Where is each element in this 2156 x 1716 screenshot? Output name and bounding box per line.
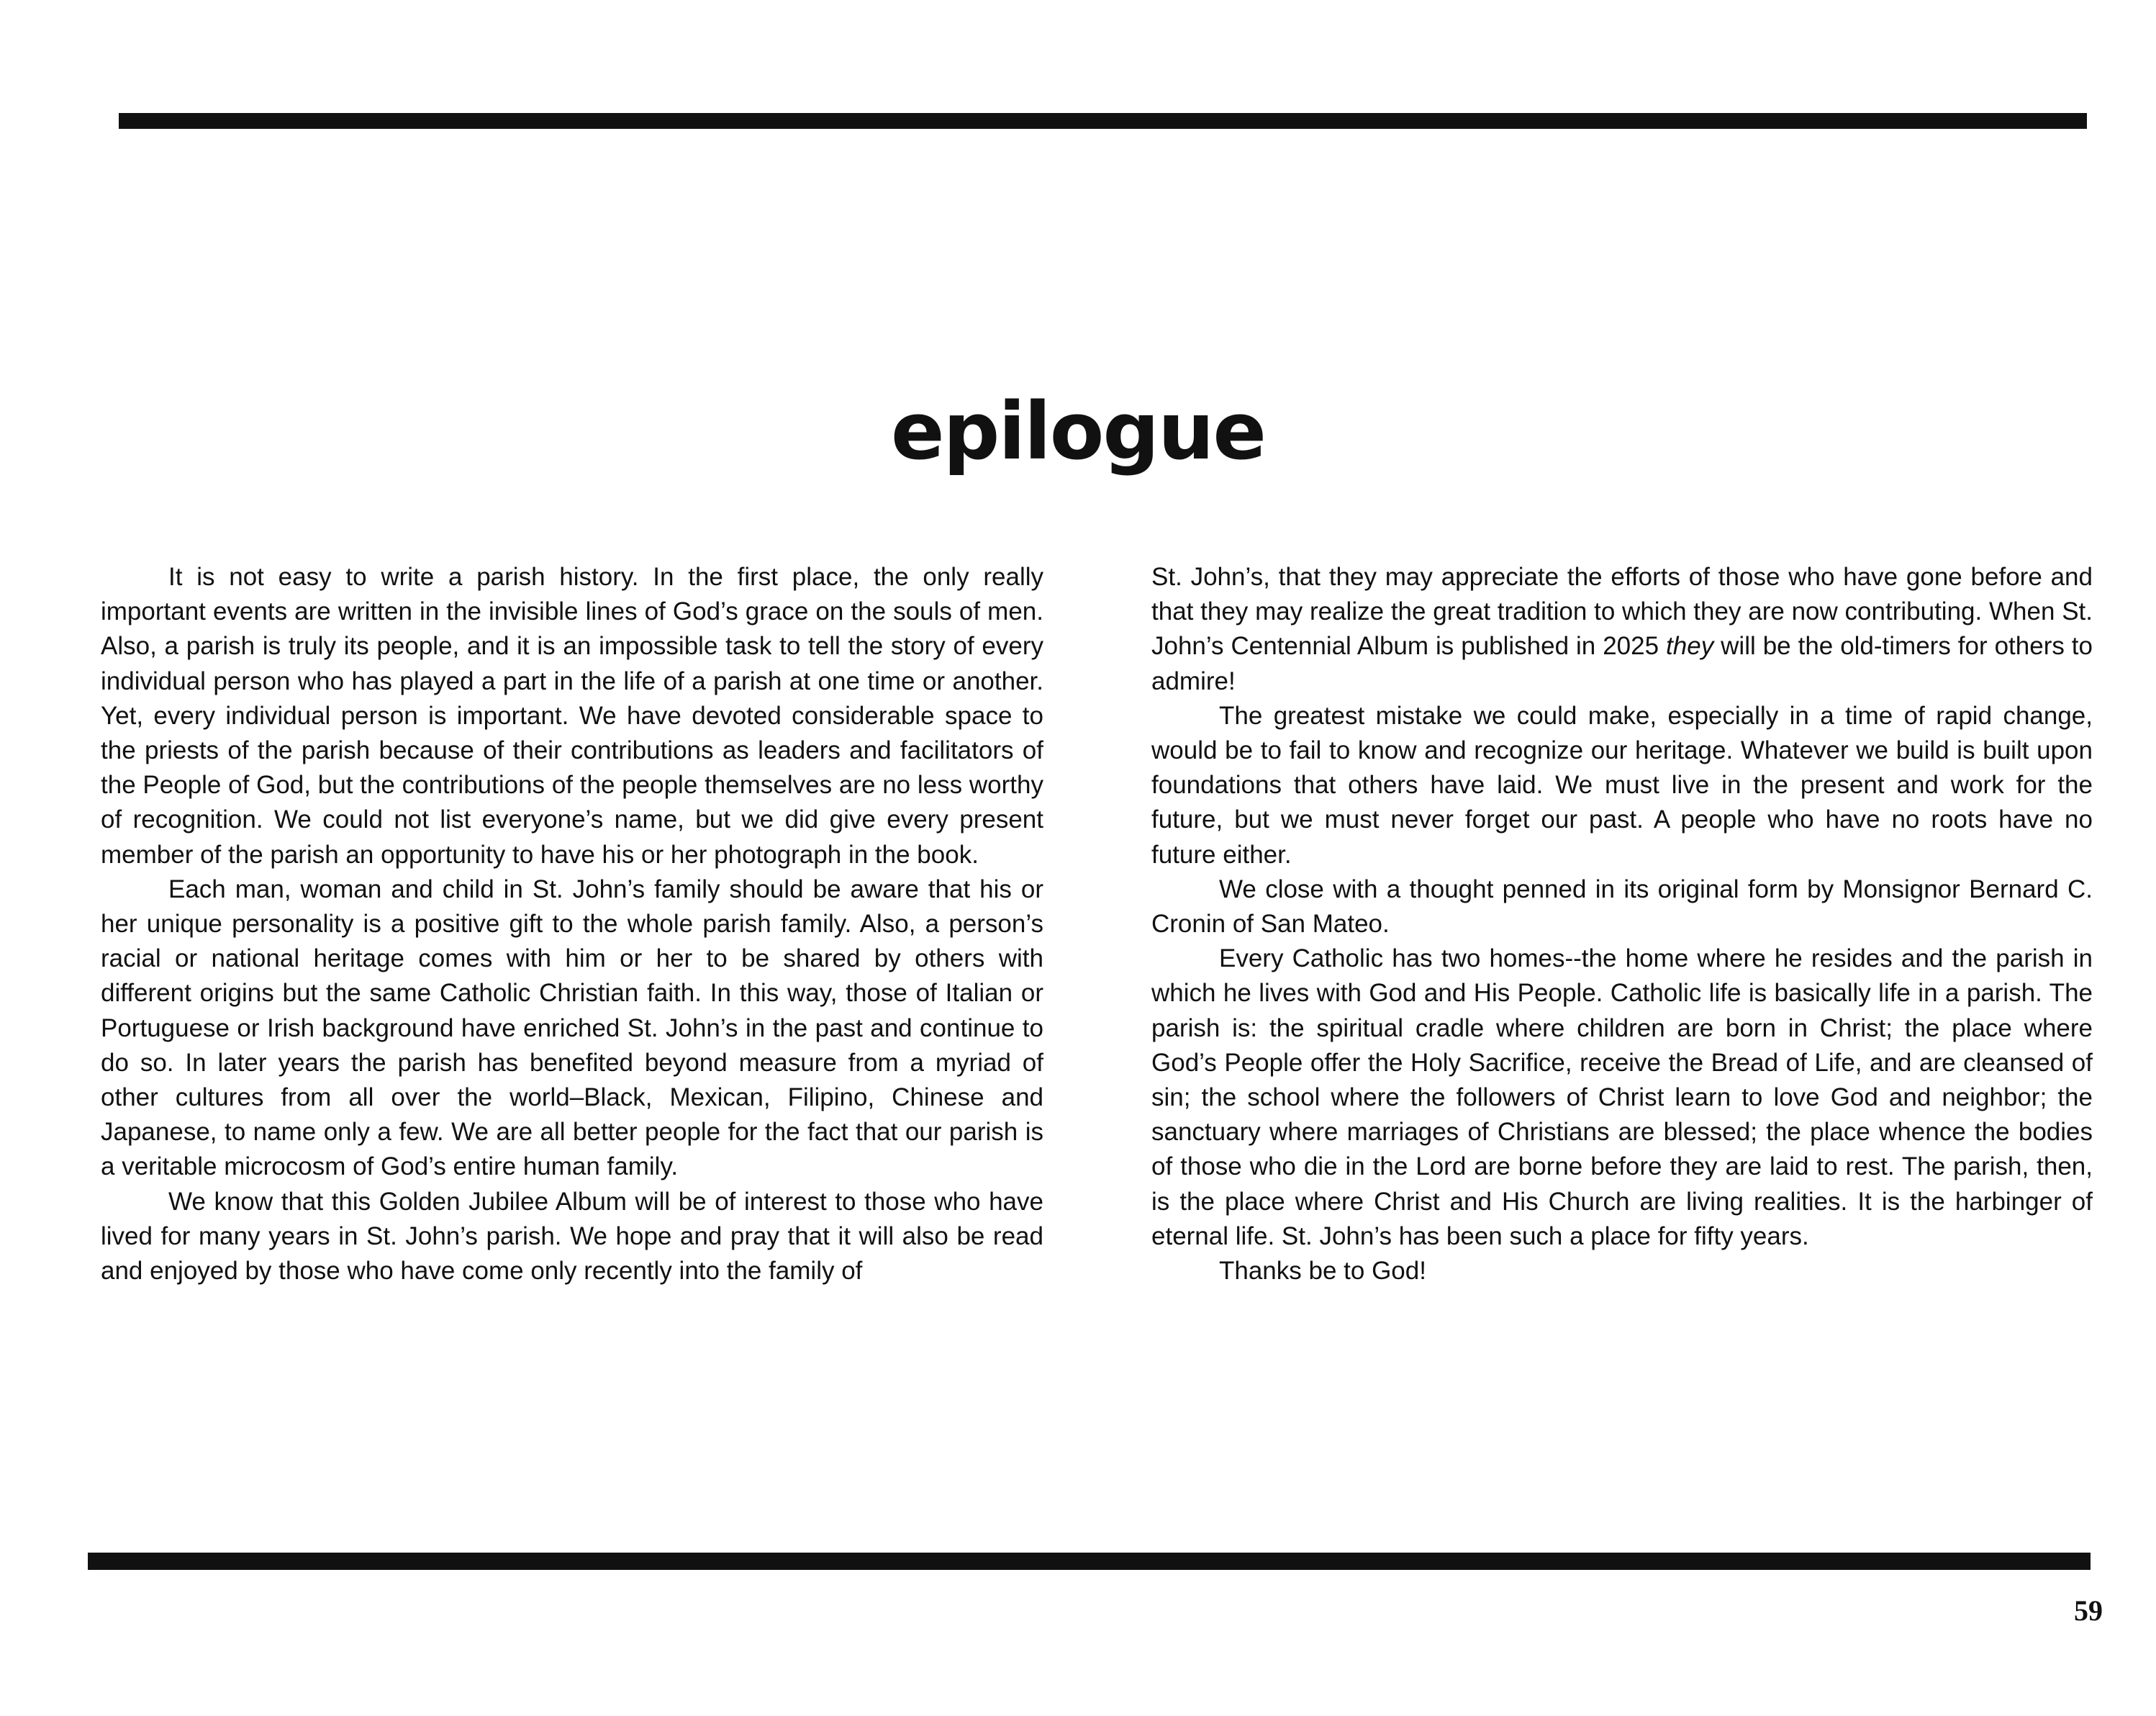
page-number: 59	[2074, 1594, 2103, 1627]
right-paragraph-5: Thanks be to God!	[1219, 1257, 1426, 1286]
right-paragraph-3: We close with a thought penned in its original form by Monsignor Bernard C. Cronin of San Mateo.	[1151, 875, 2093, 939]
left-paragraph-2: Each man, woman and child in St. John’s family should be aware that his or her unique personality is a positive gift to the whole parish family. Also, a person’s racial or national heritage comes with him or her to be shared by others with different origins but the same Catholic Christian faith. In this way, those of Italian or Portuguese or Irish background have enriched St. John’s in the past and continue to do so. In later years the parish has benefited beyond measure from a myriad of other cultures from all over the world–Black, Mexican, Filipino, Chinese and Japanese, to name only a few. We are all better people for the fact that our parish is a veritable microcosm of God’s entire human family.	[101, 875, 1043, 1181]
right-paragraph-1	[1151, 560, 2093, 699]
left-paragraph-3: We know that this Golden Jubilee Album will be of interest to those who have lived for many years in St. John’s parish. We hope and pray that it will also be read and enjoyed by those who have come only recently into the family of	[101, 1187, 1043, 1286]
right-paragraph-2: The greatest mistake we could make, especially in a time of rapid change, would be to fail to know and recognize our heritage. Whatever we build is built upon foundations that others have laid. We must live in the present and work for the future, but we must never forget our past. A people who have no roots have no future either.	[1151, 701, 2093, 869]
top-rule	[119, 113, 2087, 129]
right-paragraph-1-emphasis: they	[1666, 632, 1714, 661]
right-paragraph-1-start: St. John’s, that they may appreciate the efforts of those who have gone before and that they may realize the great tradition to which they are now contributing. When St. John’s Centennial Album is published in 2025	[1151, 563, 2093, 661]
right-paragraph-1-end: will be the old-timers for others to admire!	[1151, 632, 2093, 695]
right-column	[1151, 560, 2093, 1288]
right-paragraph-4: Every Catholic has two homes--the home where he resides and the parish in which he lives with God and His People. Catholic life is basically life in a parish. The parish is: the spiritual cradle where children are born in Christ; the place where God’s People offer the Holy Sacrifice, receive the Bread of Life, and are cleansed of sin; the school where the followers of Christ learn to love God and neighbor; the sanctuary where marriages of Christians are blessed; the place whence the bodies of those who die in the Lord are borne before they are laid to rest. The parish, then, is the place where Christ and His Church are living realities. It is the harbinger of eternal life. St. John’s has been such a place for fifty years.	[1151, 944, 2093, 1250]
left-column	[101, 560, 1043, 1288]
bottom-rule	[88, 1553, 2091, 1570]
left-paragraph-1: It is not easy to write a parish history. In the first place, the only really important events are written in the invisible lines of God’s grace on the souls of men. Also, a parish is truly its people, and it is an impossible task to tell the story of every individual person who has played a part in the life of a parish at one time or another. Yet, every individual person is important. We have devoted considerable space to the priests of the parish because of their contributions as leaders and facilitators of the People of God, but the contributions of the people themselves are no less worthy of recognition. We could not list everyone’s name, but we did give every present member of the parish an opportunity to have his or her photograph in the book.	[101, 563, 1043, 869]
page-title: epilogue	[891, 384, 1265, 477]
